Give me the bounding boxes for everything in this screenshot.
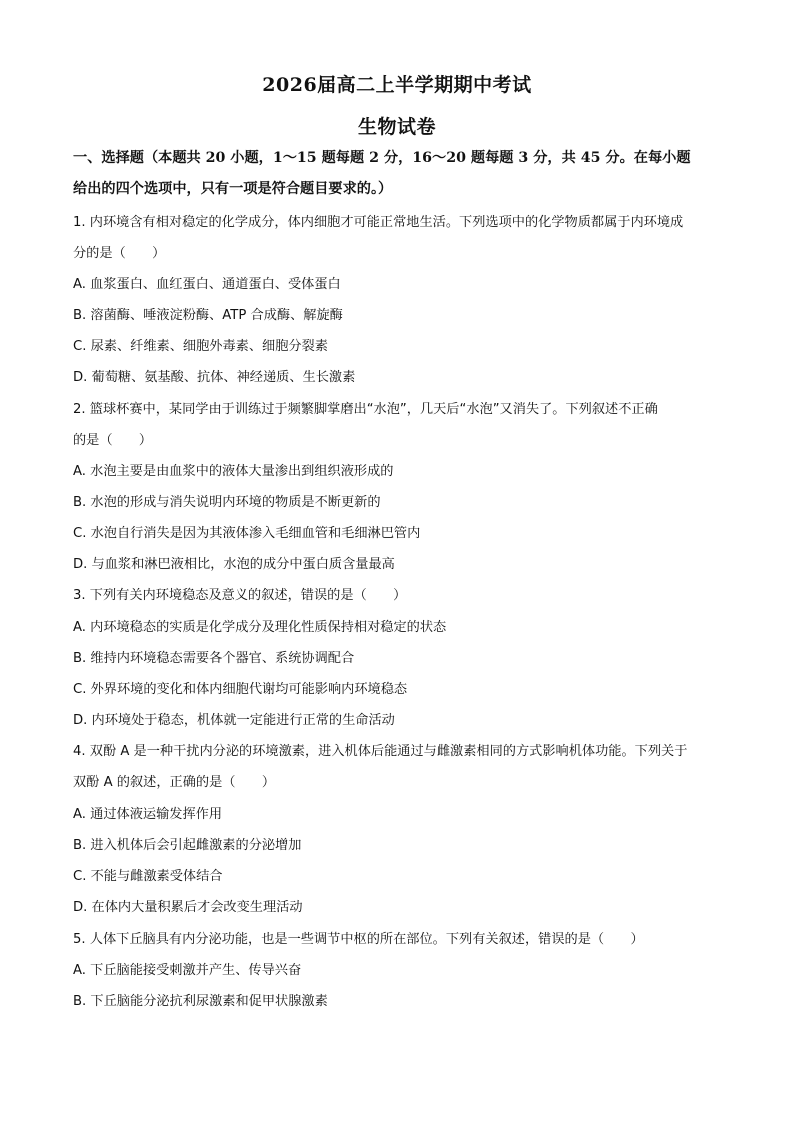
question-4-option-c: C. 不能与雌激素受体结合 (73, 869, 223, 884)
question-5-option-a: A. 下丘脑能接受刺激并产生、传导兴奋 (73, 963, 302, 978)
question-1-option-b: B. 溶菌酶、唾液淀粉酶、ATP 合成酶、解旋酶 (73, 308, 343, 323)
question-3-option-b: B. 维持内环境稳态需要各个器官、系统协调配合 (73, 651, 355, 666)
question-4-stem: 4. 双酚 A 是一种干扰内分泌的环境激素，进入机体后能通过与雌激素相同的方式影响机体功能。下列关于 (73, 744, 688, 759)
subject-title: 生物试卷 (357, 116, 436, 138)
question-3-option-d: D. 内环境处于稳态，机体就一定能进行正常的生命活动 (73, 713, 395, 728)
question-4-option-a: A. 通过体液运输发挥作用 (73, 807, 223, 822)
section-heading-line1: 一、选择题（本题共 20 小题，1～15 题每题 2 分，16～20 题每题 3 分，共 45 分。在每小题 (73, 150, 691, 166)
question-2-option-d: D. 与血浆和淋巴液相比，水泡的成分中蛋白质含量最高 (73, 557, 395, 572)
question-1-option-d: D. 葡萄糖、氨基酸、抗体、神经递质、生长激素 (73, 370, 356, 385)
question-1-stem-cont: 分的是（ ） (73, 246, 166, 261)
section-heading-line2: 给出的四个选项中，只有一项是符合题目要求的。） (73, 181, 393, 197)
question-5-option-b: B. 下丘脑能分泌抗利尿激素和促甲状腺激素 (73, 994, 328, 1009)
question-2-option-b: B. 水泡的形成与消失说明内环境的物质是不断更新的 (73, 495, 381, 510)
question-3-option-c: C. 外界环境的变化和体内细胞代谢均可能影响内环境稳态 (73, 682, 408, 697)
question-3-option-a: A. 内环境稳态的实质是化学成分及理化性质保持相对稳定的状态 (73, 620, 447, 635)
question-3-stem: 3. 下列有关内环境稳态及意义的叙述，错误的是（ ） (73, 588, 407, 603)
question-2-option-c: C. 水泡自行消失是因为其液体渗入毛细血管和毛细淋巴管内 (73, 526, 421, 541)
question-2-stem-cont: 的是（ ） (73, 433, 153, 448)
question-2-stem: 2. 篮球杯赛中，某同学由于训练过于频繁脚掌磨出“水泡”，几天后“水泡”又消失了。下列叙述不正确 (73, 402, 658, 417)
question-4-option-b: B. 进入机体后会引起雌激素的分泌增加 (73, 838, 302, 853)
question-1-stem: 1. 内环境含有相对稳定的化学成分，体内细胞才可能正常地生活。下列选项中的化学物质都属于内环境成 (73, 215, 684, 230)
question-1-option-a: A. 血浆蛋白、血红蛋白、通道蛋白、受体蛋白 (73, 277, 341, 292)
question-2-option-a: A. 水泡主要是由血浆中的液体大量渗出到组织液形成的 (73, 464, 394, 479)
question-4-option-d: D. 在体内大量积累后才会改变生理活动 (73, 900, 303, 915)
question-1-option-c: C. 尿素、纤维素、细胞外毒素、细胞分裂素 (73, 339, 328, 354)
question-4-stem-cont: 双酚 A 的叙述，正确的是（ ） (73, 775, 276, 790)
exam-title: 2026届高二上半学期期中考试 (262, 74, 532, 96)
question-5-stem: 5. 人体下丘脑具有内分泌功能，也是一些调节中枢的所在部位。下列有关叙述，错误的是（ ） (73, 932, 644, 947)
